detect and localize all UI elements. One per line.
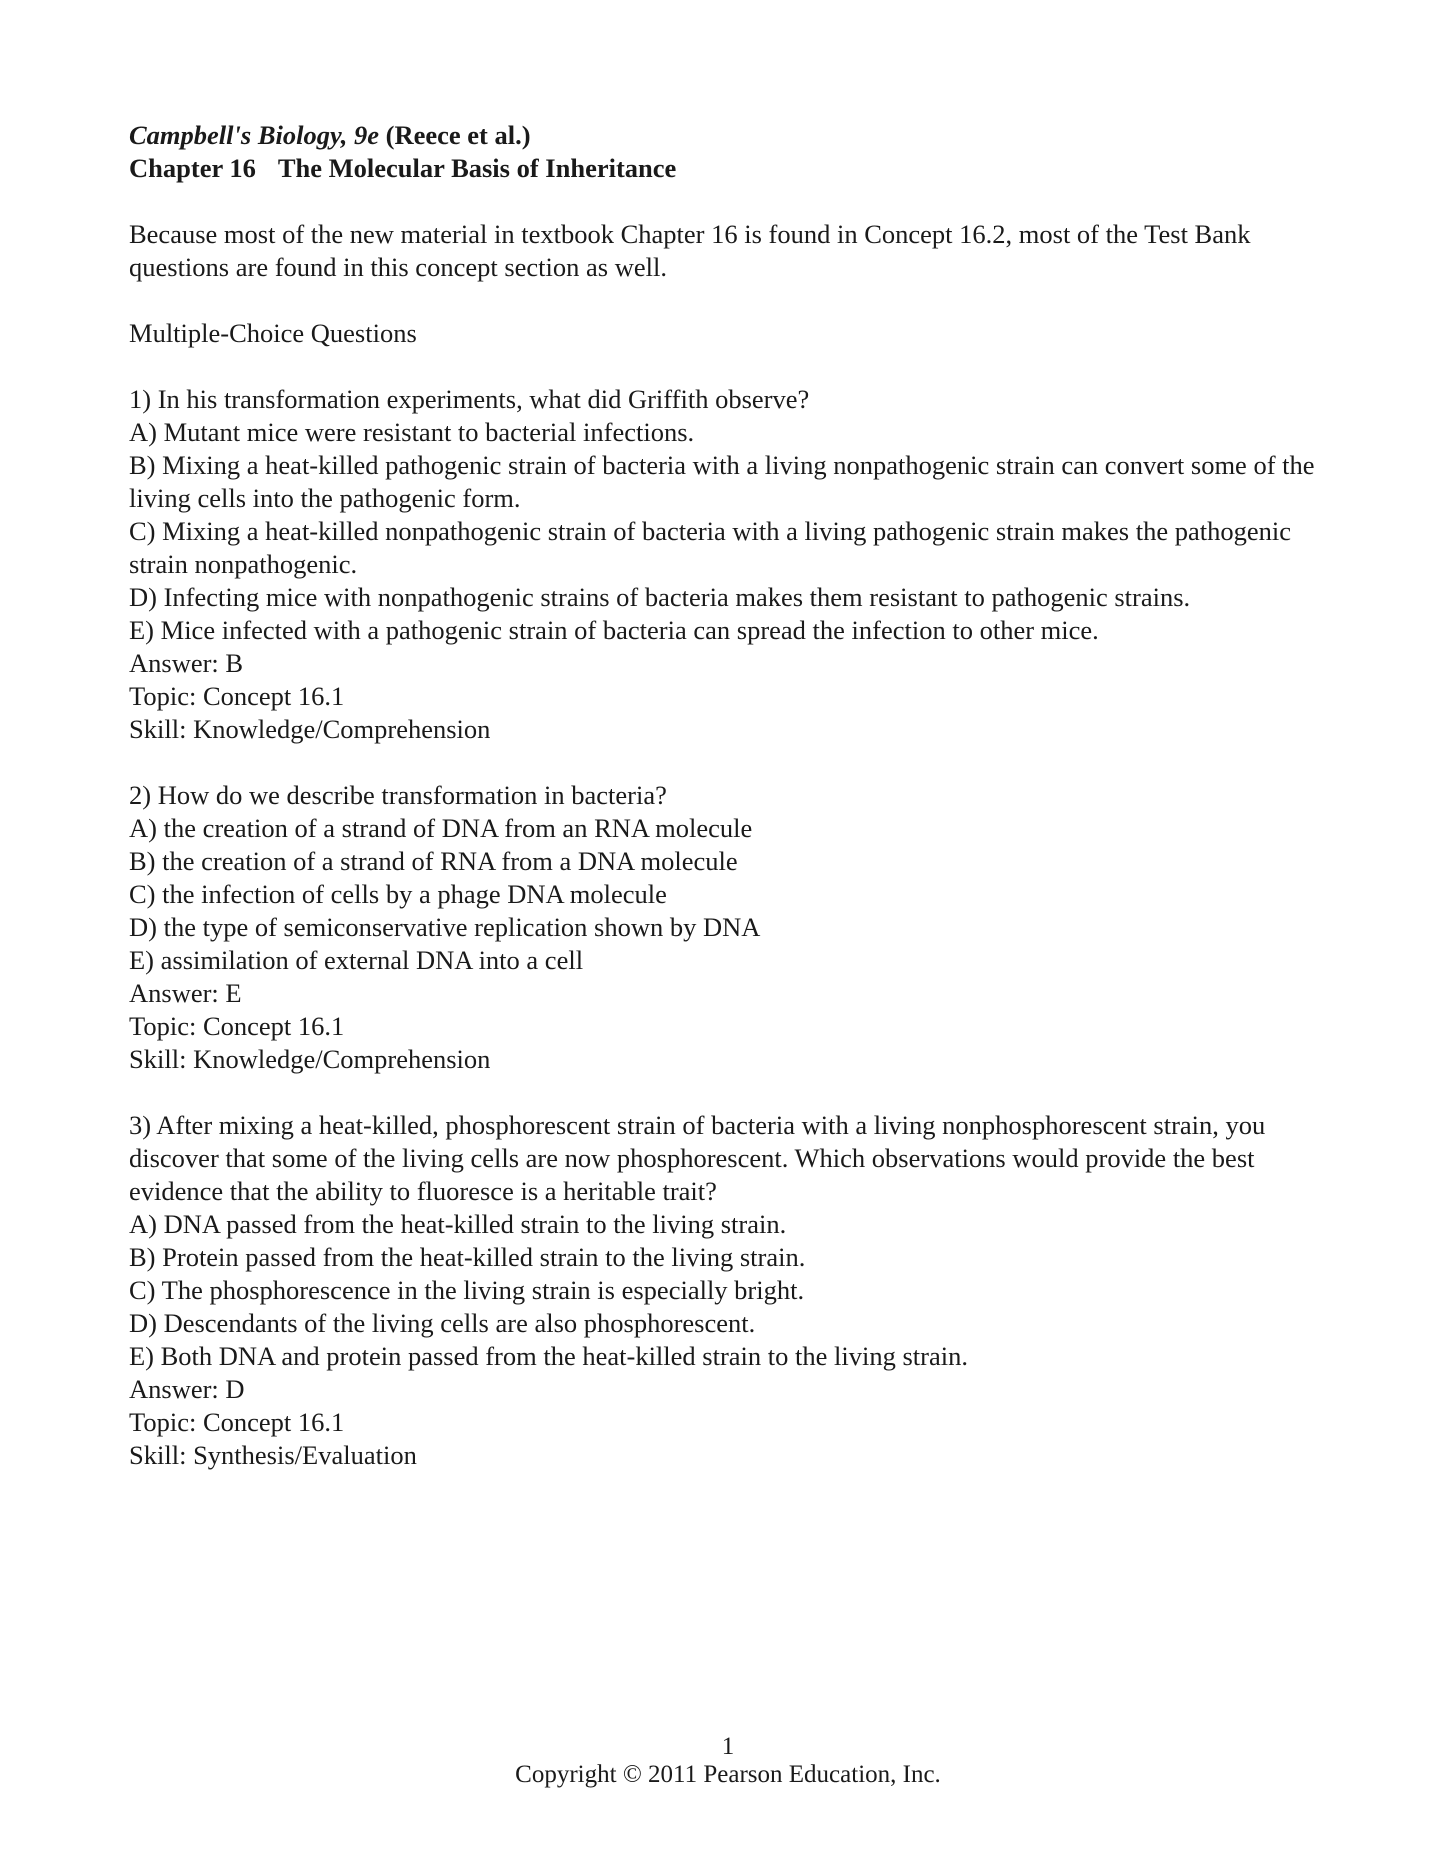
book-authors: (Reece et al.) [385, 120, 531, 150]
intro-paragraph: Because most of the new material in textbook Chapter 16 is found in Concept 16.2, most of the Test Bank questions are found in this concept section as well. [129, 219, 1251, 282]
chapter-label: Chapter 16 [129, 153, 256, 183]
page-content [129, 119, 1329, 1472]
answer-key: Answer: D [129, 1374, 245, 1404]
answer-option-a: A) DNA passed from the heat-killed strain to the living strain. [129, 1209, 787, 1239]
answer-option-c: C) The phosphorescence in the living strain is especially bright. [129, 1275, 805, 1305]
book-header [129, 119, 1329, 152]
book-title: Campbell's Biology, 9e [129, 120, 380, 150]
answer-option-d: D) the type of semiconservative replication shown by DNA [129, 912, 761, 942]
answer-option-d: D) Infecting mice with nonpathogenic strains of bacteria makes them resistant to pathogenic strains. [129, 582, 1191, 612]
skill-label: Skill: Synthesis/Evaluation [129, 1440, 417, 1470]
answer-option-c: C) the infection of cells by a phage DNA molecule [129, 879, 667, 909]
question-stem: 1) In his transformation experiments, what did Griffith observe? [129, 384, 810, 414]
question-2 [129, 779, 1329, 1076]
answer-option-b: B) Mixing a heat-killed pathogenic strain of bacteria with a living nonpathogenic strain can convert some of the living cells into the pathogenic form. [129, 450, 1315, 513]
answer-option-c: C) Mixing a heat-killed nonpathogenic strain of bacteria with a living pathogenic strain makes the pathogenic strain nonpathogenic. [129, 516, 1291, 579]
copyright-notice: Copyright © 2011 Pearson Education, Inc. [515, 1761, 941, 1788]
answer-option-e: E) Mice infected with a pathogenic strain of bacteria can spread the infection to other mice. [129, 615, 1099, 645]
answer-option-a: A) the creation of a strand of DNA from an RNA molecule [129, 813, 753, 843]
question-3 [129, 1109, 1329, 1472]
topic-label: Topic: Concept 16.1 [129, 1407, 345, 1437]
question-1 [129, 383, 1329, 746]
answer-key: Answer: E [129, 978, 242, 1008]
answer-option-e: E) assimilation of external DNA into a cell [129, 945, 584, 975]
answer-option-d: D) Descendants of the living cells are also phosphorescent. [129, 1308, 756, 1338]
answer-option-a: A) Mutant mice were resistant to bacterial infections. [129, 417, 695, 447]
question-stem: 2) How do we describe transformation in bacteria? [129, 780, 667, 810]
skill-label: Skill: Knowledge/Comprehension [129, 1044, 491, 1074]
answer-option-e: E) Both DNA and protein passed from the heat-killed strain to the living strain. [129, 1341, 968, 1371]
section-title: Multiple-Choice Questions [129, 318, 417, 348]
answer-key: Answer: B [129, 648, 244, 678]
answer-option-b: B) Protein passed from the heat-killed strain to the living strain. [129, 1242, 806, 1272]
chapter-header [129, 152, 1329, 185]
chapter-title: The Molecular Basis of Inheritance [277, 153, 677, 183]
question-stem: 3) After mixing a heat-killed, phosphorescent strain of bacteria with a living nonphosphorescent strain, you discover that some of the living cells are now phosphorescent. Which observations would provide the best evidence that the ability to fluoresce is a heritable trait? [129, 1110, 1266, 1206]
topic-label: Topic: Concept 16.1 [129, 681, 345, 711]
topic-label: Topic: Concept 16.1 [129, 1011, 345, 1041]
skill-label: Skill: Knowledge/Comprehension [129, 714, 491, 744]
page-number: 1 [721, 1733, 735, 1760]
answer-option-b: B) the creation of a strand of RNA from a DNA molecule [129, 846, 738, 876]
